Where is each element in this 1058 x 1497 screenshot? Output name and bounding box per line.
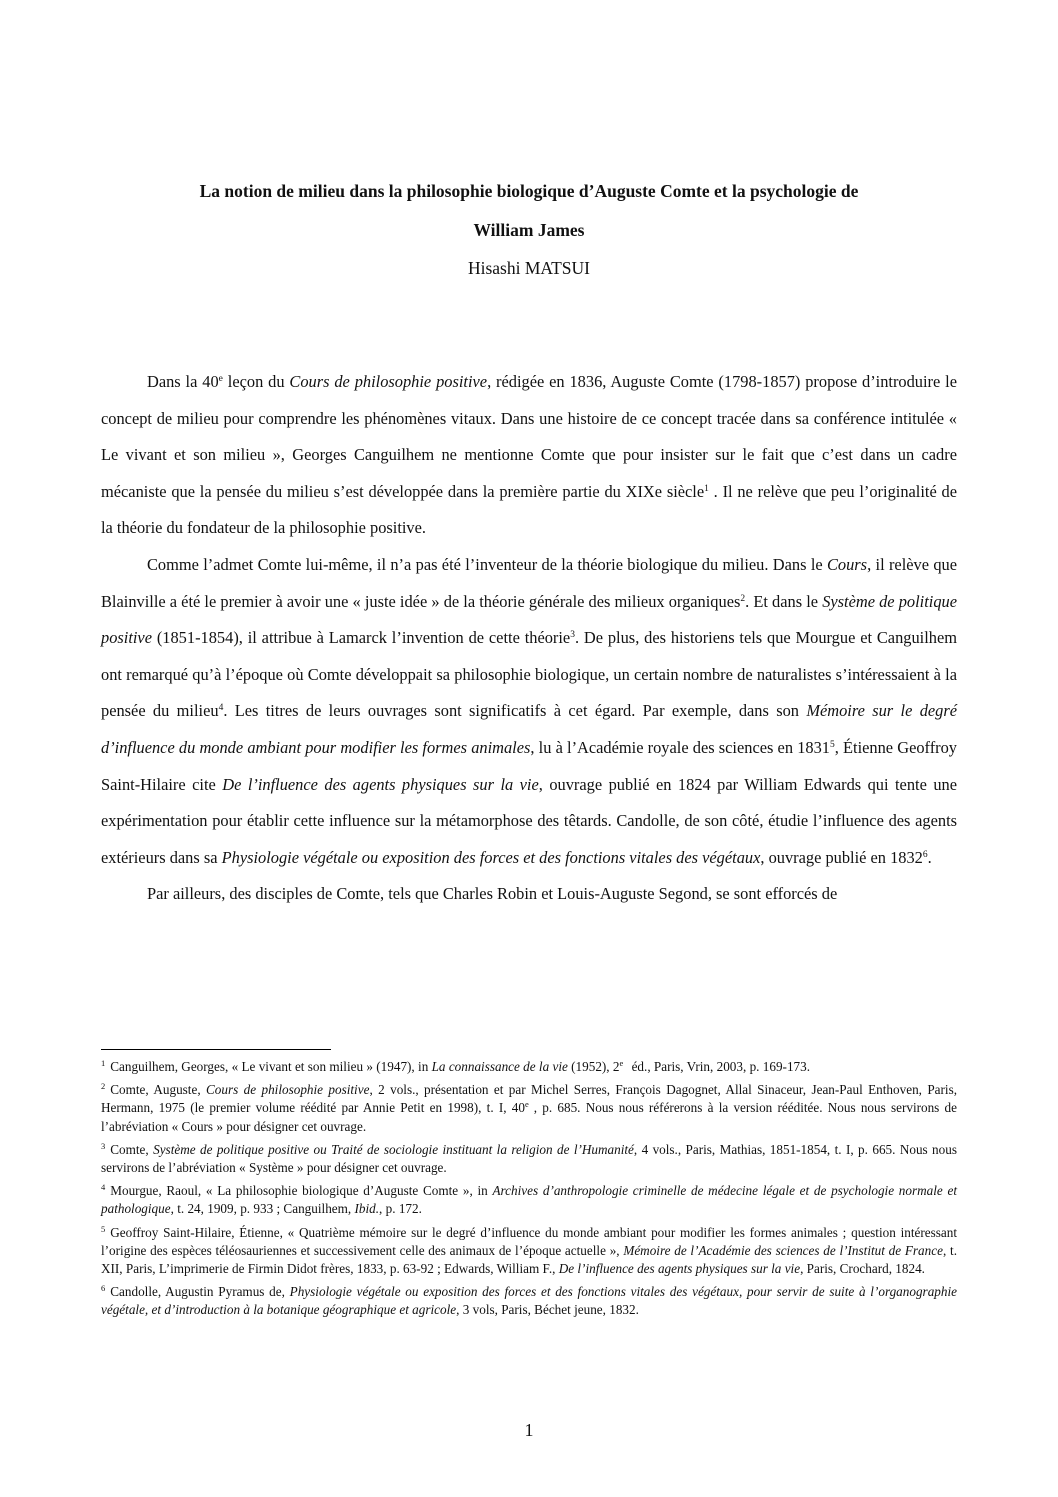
footnote-separator xyxy=(101,1049,331,1050)
superscript: e xyxy=(619,1058,624,1068)
italic-title: Mémoire sur le degré d’influence du monde ambiant pour modifier les formes animales xyxy=(101,701,958,757)
text-run: Candolle, Augustin Pyramus de, xyxy=(110,1284,290,1300)
footnote-ref-2[interactable]: 2 xyxy=(740,593,746,604)
text-run: , 3 vols, Paris, Béchet jeune, 1832. xyxy=(456,1302,639,1318)
footnotes xyxy=(101,1058,957,1325)
text-run: Canguilhem, Georges, « Le vivant et son milieu » (1947), in xyxy=(110,1059,432,1074)
footnote-5 xyxy=(101,1224,957,1279)
text-run: , t. 24, 1909, p. 933 ; Canguilhem, xyxy=(170,1201,355,1217)
body-text xyxy=(101,364,957,913)
page-number: 1 xyxy=(524,1420,534,1440)
footnote-number: 6 xyxy=(101,1283,106,1294)
text-run: , ouvrage publié en 1824 par William Edwards qui tente une expérimentation pour établir cette influence sur la métamorphose des têtards. Candolle, de son côté, étudie l’influence des agents extérieurs dans sa xyxy=(101,774,957,867)
italic-title: Cours xyxy=(826,554,868,574)
text-run: , t. XII, Paris, L’imprimerie de Firmin Didot frères, 1833, p. 63-92 ; Edwards, William F., xyxy=(101,1242,957,1277)
text-run: , p. 685. Nous nous référerons à la version rééditée. Nous nous servirons de l’abréviation « Cours » pour désigner cet ouvrage. xyxy=(101,1100,957,1134)
text-run: (1851-1854), il attribue à Lamarck l’invention de cette théorie xyxy=(151,628,571,648)
footnote-3 xyxy=(101,1141,957,1177)
text-run: , 2 vols., présentation et par Michel Serres, François Dagognet, Allal Sinaceur, Jean-Paul Enthoven, Paris, Hermann, 1975 (le premier volume réédité par Annie Petit en 1998), t. I, 40 xyxy=(101,1082,958,1116)
paragraph-1 xyxy=(101,364,957,547)
footnote-ref-3[interactable]: 3 xyxy=(570,630,575,641)
text-run: leçon du xyxy=(222,372,290,391)
text-run: . De plus, des historiens tels que Mourgue et Canguilhem ont remarqué qu’à l’époque où Comte développait sa philosophie biologique, un certain nombre de naturalistes s’intéressaient à la pensée du milieu xyxy=(101,628,957,721)
text-run: , il relève que Blainville a été le premier à avoir une « juste idée » de la théorie générale des milieux organiques xyxy=(101,554,957,611)
text-run: , rédigée en 1836, Auguste Comte (1798-1857) propose d’introduire le concept de milieu pour comprendre les phénomènes vitaux. Dans une histoire de ce concept tracée dans sa conférence intitulée « Le vivant et son milieu », Georges Canguilhem ne mentionne Comte que pour insister sur le fait que c’est dans un cadre mécaniste que la pensée du milieu s’est développée dans la première partie du XIXe siècle xyxy=(101,372,957,501)
text-run: , ouvrage publié en 1832 xyxy=(760,847,923,867)
author-name: Hisashi MATSUI xyxy=(467,258,591,278)
text-run: . Et dans le xyxy=(745,591,823,611)
text-run: Geoffroy Saint-Hilaire, Étienne, « Quatrième mémoire sur le degré d’influence du monde ambiant pour modifier les formes animales ; question intéressant l’origine des espèces téléosauriennes et successivement celle des animaux de l’époque actuelle », xyxy=(101,1224,957,1258)
footnote-4 xyxy=(101,1182,957,1218)
italic-title: La connaissance de la vie xyxy=(431,1059,568,1074)
italic-title: De l’influence des agents physiques sur la vie xyxy=(558,1261,801,1277)
footnote-number: 5 xyxy=(101,1223,106,1234)
italic-title: Physiologie végétale ou exposition des forces et des fonctions vitales des végétaux xyxy=(221,847,761,867)
text-run: éd., Paris, Vrin, 2003, p. 169-173. xyxy=(628,1059,811,1074)
italic-title: Cours de philosophie positive xyxy=(289,372,488,391)
footnote-6 xyxy=(101,1283,957,1319)
text-run: Comte, Auguste, xyxy=(110,1082,207,1098)
italic-title: Système de politique positive ou Traité de sociologie instituant la religion de l’Humanité xyxy=(153,1141,634,1157)
superscript: e xyxy=(524,1099,529,1110)
paragraph-2 xyxy=(101,547,957,876)
italic-title: De l’influence des agents physiques sur la vie xyxy=(222,774,539,794)
text-run: Comte, xyxy=(110,1141,154,1157)
footnote-1 xyxy=(101,1058,957,1076)
italic-title: Archives d’anthropologie criminelle de médecine légale et de psychologie normale et pathologique xyxy=(101,1183,957,1217)
italic-title: Mémoire de l’Académie des sciences de l’Institut de France xyxy=(623,1242,943,1258)
italic-title: Cours de philosophie positive xyxy=(206,1082,370,1098)
footnote-ref-1[interactable]: 1 xyxy=(704,483,709,494)
footnote-2 xyxy=(101,1081,957,1136)
paper-title-line-1: La notion de milieu dans la philosophie biologique d’Auguste Comte et la psychologie de xyxy=(199,181,859,201)
text-run: . xyxy=(927,847,932,867)
text-run: Dans la 40 xyxy=(147,372,219,391)
text-run: , 4 vols., Paris, Mathias, 1851-1854, t. I, p. 665. Nous nous servirons de l’abréviation « Système » pour désigner cet ouvrage. xyxy=(101,1141,957,1176)
text-run: (1952), 2 xyxy=(567,1059,620,1074)
text-run: . Il ne relève que peu l’originalité de la théorie du fondateur de la philosophie positive. xyxy=(101,481,957,538)
italic-title: Physiologie végétale ou exposition des forces et des fonctions vitales des végétaux, pour servir de suite à l’organographie végétale, et d’introduction à la botanique géographique et agricole xyxy=(101,1284,957,1318)
footnote-number: 2 xyxy=(101,1081,106,1092)
text-run: , Étienne Geoffroy Saint-Hilaire cite xyxy=(101,737,958,794)
text-run: Mourgue, Raoul, « La philosophie biologique d’Auguste Comte », in xyxy=(110,1183,493,1199)
italic-title: Système de politique positive xyxy=(101,591,957,648)
text-run: Comme l’admet Comte lui-même, il n’a pas été l’inventeur de la théorie biologique du milieu. Dans le xyxy=(147,554,827,574)
paragraph-3: Par ailleurs, des disciples de Comte, tels que Charles Robin et Louis-Auguste Segond, se sont efforcés de xyxy=(147,884,838,904)
paper-title-line-2: William James xyxy=(473,220,585,240)
superscript: e xyxy=(218,374,223,384)
footnote-number: 3 xyxy=(101,1140,106,1151)
italic-title: Ibid. xyxy=(354,1201,380,1217)
footnote-ref-6[interactable]: 6 xyxy=(922,849,928,860)
footnote-number: 1 xyxy=(101,1058,106,1068)
text-run: , Paris, Crochard, 1824. xyxy=(800,1261,925,1277)
text-run: , lu à l’Académie royale des sciences en 1831 xyxy=(530,737,830,757)
footnote-ref-5[interactable]: 5 xyxy=(829,739,835,750)
footnote-ref-4[interactable]: 4 xyxy=(218,703,224,714)
text-run: , p. 172. xyxy=(379,1201,422,1217)
footnote-number: 4 xyxy=(101,1182,106,1193)
text-run: . Les titres de leurs ouvrages sont significatifs à cet égard. Par exemple, dans son xyxy=(223,701,807,721)
